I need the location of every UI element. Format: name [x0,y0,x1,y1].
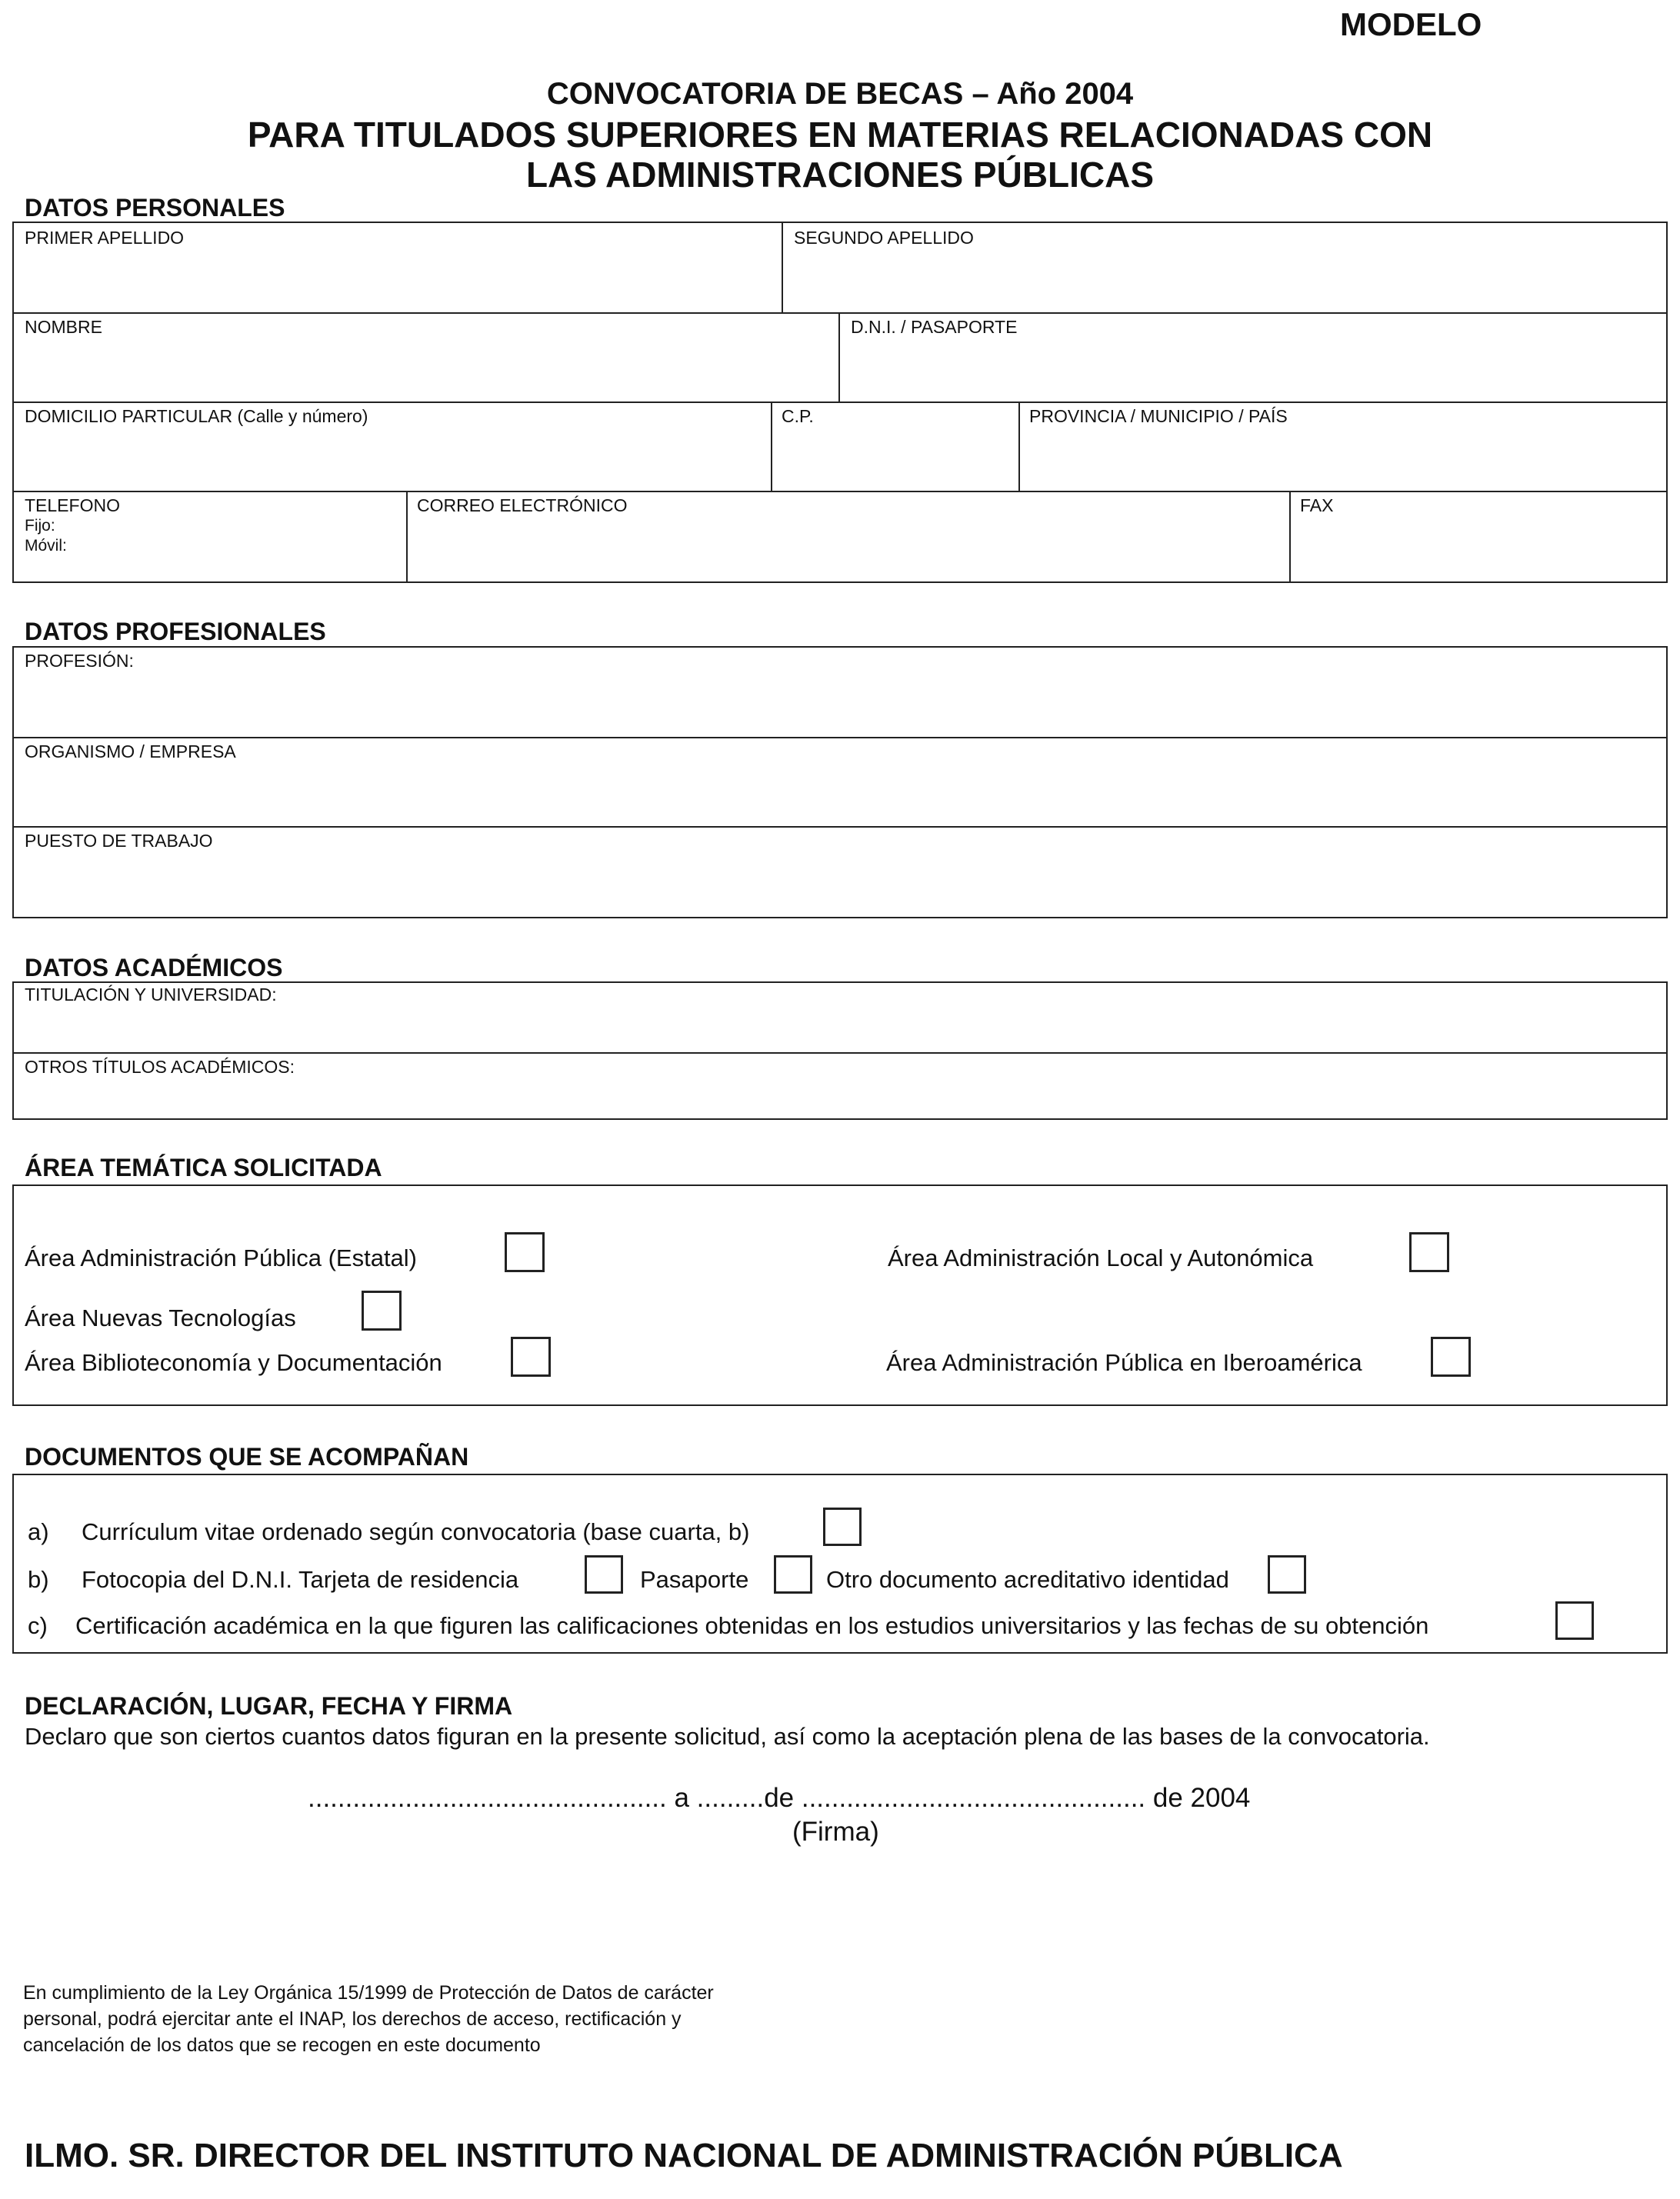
section-declaracion: DECLARACIÓN, LUGAR, FECHA Y FIRMA [25,1692,513,1720]
professional-data-grid [12,646,1668,918]
telefono-label: TELEFONO [25,495,120,515]
puesto-trabajo-field[interactable]: PUESTO DE TRABAJO [25,831,213,851]
legal-line-2: personal, podrá ejercitar ante el INAP, los derechos de acceso, rectificación y [23,2008,682,2030]
cp-field[interactable]: C.P. [782,406,814,426]
form-title-line3: LAS ADMINISTRACIONES PÚBLICAS [525,155,1155,195]
form-title-line2: PARA TITULADOS SUPERIORES EN MATERIAS RELACIONADAS CON [247,115,1433,155]
firma-label: (Firma) [792,1817,879,1847]
otros-titulos-field[interactable]: OTROS TÍTULOS ACADÉMICOS: [25,1057,295,1077]
profesion-field[interactable]: PROFESIÓN: [25,651,134,671]
segundo-apellido-field[interactable]: SEGUNDO APELLIDO [794,228,974,248]
modelo-label: MODELO [1340,6,1482,42]
titulacion-universidad-field[interactable]: TITULACIÓN Y UNIVERSIDAD: [25,985,277,1005]
telefono-fijo-field[interactable]: Fijo: [25,517,55,535]
organismo-empresa-field[interactable]: ORGANISMO / EMPRESA [25,741,236,761]
section-area-tematica: ÁREA TEMÁTICA SOLICITADA [25,1154,382,1181]
doc-curriculum-checkbox[interactable] [823,1508,862,1546]
area-biblioteconomia-label: Área Biblioteconomía y Documentación [25,1349,442,1376]
doc-pasaporte-label: Pasaporte [640,1566,749,1593]
doc-certificacion-checkbox[interactable] [1555,1601,1594,1640]
correo-electronico-field[interactable]: CORREO ELECTRÓNICO [417,495,628,515]
personal-data-grid [12,222,1668,583]
nombre-field[interactable]: NOMBRE [25,317,102,337]
doc-pasaporte-checkbox[interactable] [774,1555,812,1594]
doc-otro-checkbox[interactable] [1268,1555,1306,1594]
doc-residencia-checkbox[interactable] [585,1555,623,1594]
section-datos-personales: DATOS PERSONALES [25,194,285,222]
fax-field[interactable]: FAX [1300,495,1334,515]
section-datos-academicos: DATOS ACADÉMICOS [25,954,283,981]
doc-otro-label: Otro documento acreditativo identidad [826,1566,1229,1593]
doc-dni-residencia-label: Fotocopia del D.N.I. Tarjeta de residencia [82,1566,519,1593]
documentos-box [12,1474,1668,1654]
dni-pasaporte-field[interactable]: D.N.I. / PASAPORTE [851,317,1018,337]
area-biblioteconomia-checkbox[interactable] [511,1337,551,1377]
area-local-checkbox[interactable] [1409,1232,1449,1272]
area-iberoamerica-checkbox[interactable] [1431,1337,1471,1377]
legal-line-3: cancelación de los datos que se recogen en este documento [23,2034,541,2056]
domicilio-field[interactable]: DOMICILIO PARTICULAR (Calle y número) [25,406,368,426]
area-tecnologias-label: Área Nuevas Tecnologías [25,1304,296,1331]
area-local-label: Área Administración Local y Autonómica [888,1244,1314,1271]
primer-apellido-field[interactable]: PRIMER APELLIDO [25,228,185,248]
doc-certificacion-label: Certificación académica en la que figuren las calificaciones obtenidas en los estudios universitarios y las fechas de su obtención [75,1612,1429,1639]
provincia-municipio-pais-field[interactable]: PROVINCIA / MUNICIPIO / PAÍS [1029,406,1288,426]
academic-data-grid [12,981,1668,1120]
doc-c-letter: c) [28,1612,48,1639]
doc-a-letter: a) [28,1518,49,1545]
legal-line-1: En cumplimiento de la Ley Orgánica 15/1999 de Protección de Datos de carácter [23,1982,714,2004]
destinatario: ILMO. SR. DIRECTOR DEL INSTITUTO NACIONAL DE ADMINISTRACIÓN PÚBLICA [25,2137,1343,2174]
area-estatal-checkbox[interactable] [505,1232,545,1272]
form-title-line1: CONVOCATORIA DE BECAS – Año 2004 [546,77,1134,111]
doc-curriculum-label: Currículum vitae ordenado según convocatoria (base cuarta, b) [82,1518,750,1545]
area-iberoamerica-label: Área Administración Pública en Iberoamérica [886,1349,1362,1376]
section-documentos: DOCUMENTOS QUE SE ACOMPAÑAN [25,1443,469,1471]
declaracion-text: Declaro que son ciertos cuantos datos figuran en la presente solicitud, así como la aceptación plena de las bases de la convocatoria. [25,1723,1430,1750]
doc-b-letter: b) [28,1566,49,1593]
telefono-movil-field[interactable]: Móvil: [25,537,67,555]
area-tematica-box [12,1184,1668,1406]
legal-notice [23,1980,714,2058]
area-tecnologias-checkbox[interactable] [362,1291,402,1331]
area-estatal-label: Área Administración Pública (Estatal) [25,1244,418,1271]
lugar-fecha-line[interactable]: ................................................ a .........de .............................................. de 2004 [308,1783,1251,1813]
section-datos-profesionales: DATOS PROFESIONALES [25,618,326,645]
